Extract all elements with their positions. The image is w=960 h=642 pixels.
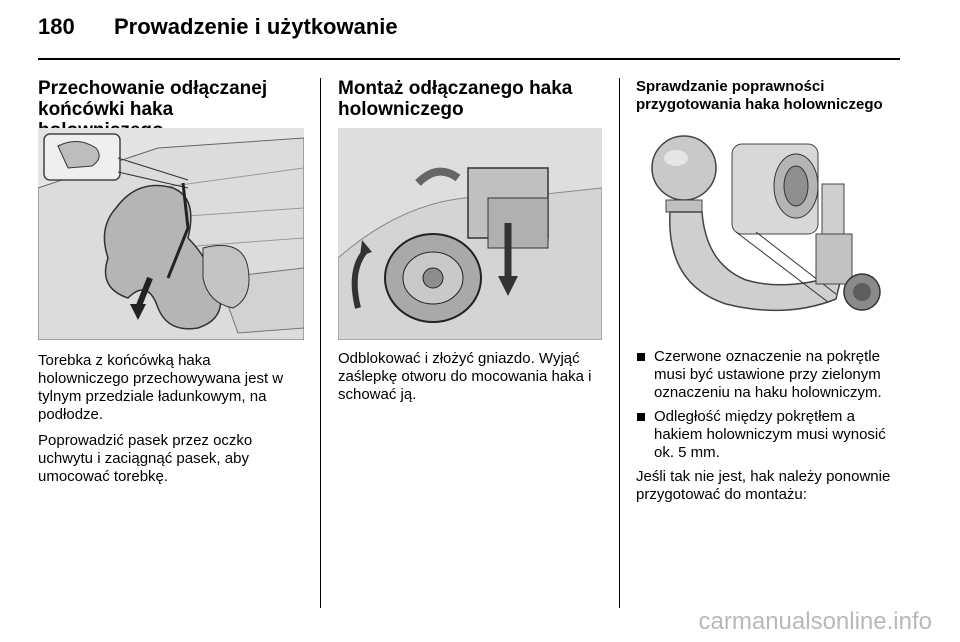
list-item-text: Czerwone oznaczenie na pokrętle musi być ustawione przy zielonym oznaczeniu na haku holowniczym.: [654, 348, 882, 401]
column-check: [636, 78, 902, 503]
column-storage: [38, 78, 304, 485]
page-header: [38, 14, 900, 54]
list-item-text: Odległość między pokrętłem a hakiem holowniczym musi wynosić ok. 5 mm.: [654, 408, 886, 461]
list-item: [636, 408, 902, 462]
check-text: [636, 348, 902, 504]
mounting-text: [338, 350, 602, 404]
watermark: carmanualsonline.info: [698, 608, 932, 635]
column-mounting: [338, 78, 602, 403]
paragraph: Odblokować i złożyć gniazdo. Wyjąć zaślepkę otworu do mocowania haka i schować ją.: [338, 350, 592, 403]
section-heading-mounting: Montaż odłączanego haka holowniczego: [338, 78, 573, 120]
tow-ball-check-image: [636, 124, 902, 336]
paragraph: Jeśli tak nie jest, hak należy ponownie przygotować do montażu:: [636, 468, 891, 503]
check-list: [636, 348, 902, 462]
bullet-square-icon: [637, 353, 645, 361]
tow-bag-storage-image: [38, 128, 304, 340]
section-heading-check: Sprawdzanie poprawności przygotowania haka holowniczego: [636, 78, 883, 113]
page-number: 180: [38, 14, 75, 39]
section-heading-storage: Przechowanie odłączanej końcówki haka: [38, 78, 268, 120]
socket-fold-image: [338, 128, 602, 340]
header-rule: [38, 58, 900, 60]
list-item: [636, 348, 902, 402]
column-divider: [619, 78, 620, 608]
storage-text: [38, 352, 304, 486]
paragraph: Poprowadzić pasek przez oczko uchwytu i zaciągnąć pasek, aby umocować torebkę.: [38, 432, 253, 485]
paragraph: Torebka z końcówką haka holowniczego przechowywana jest w tylnym przedziale ładunkowym, na podłodze.: [38, 352, 284, 423]
bullet-square-icon: [637, 413, 645, 421]
column-divider: [320, 78, 321, 608]
chapter-title: Prowadzenie i użytkowanie: [114, 14, 398, 39]
